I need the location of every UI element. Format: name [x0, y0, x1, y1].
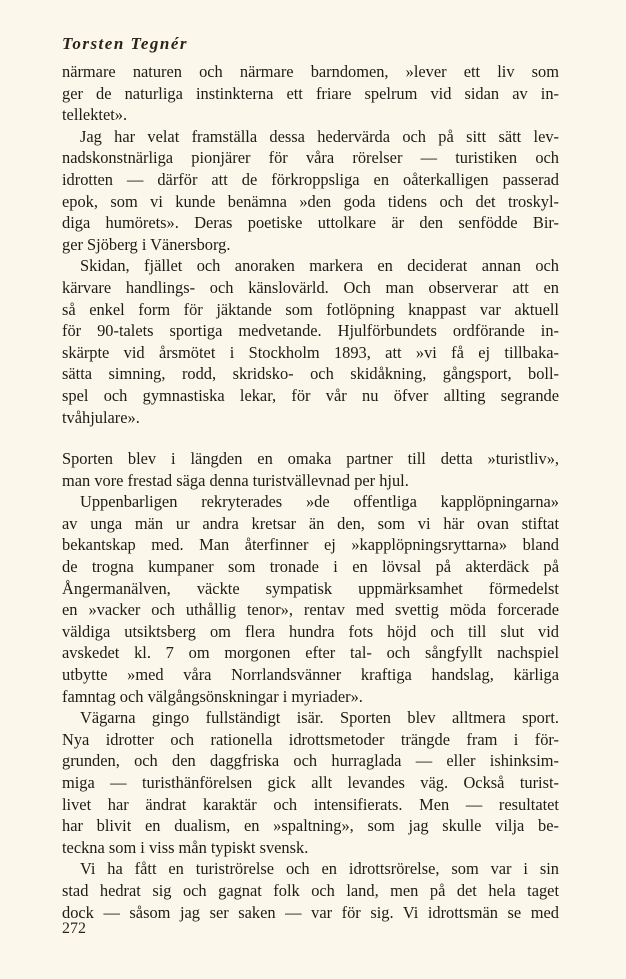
text-line: nadskonstnärliga pionjärer för våra rörelser — turistiken och [62, 148, 559, 168]
text-line: dock — såsom jag ser saken — var för sig. Vi idrottsmän se med [62, 902, 559, 922]
text-line: tellektet». [62, 105, 128, 125]
page-number: 272 [62, 920, 86, 937]
text-line: Skidan, fjället och anoraken markera en deciderat annan och [80, 256, 559, 276]
text-line: bekantskap med. Man återfinner ej »kapplöpningsryttarna» bland [62, 535, 559, 555]
text-line: Sporten blev i längden en omaka partner till detta »turistliv», [62, 449, 559, 469]
text-line: kärvare handlings- och känslovärld. Och man observerar att en [62, 277, 559, 297]
paragraph [62, 126, 559, 256]
text-line: idrotten — därför att de förkroppsliga en oåterkalligen passerad [62, 169, 559, 189]
text-line: har blivit en dualism, en »spaltning», som jag skulle vilja be- [62, 816, 559, 836]
section-break [62, 428, 559, 448]
paragraph [62, 255, 559, 428]
text-line: Vi ha fått en turiströrelse och en idrottsrörelse, som var i sin [80, 859, 559, 879]
running-head: Torsten Tegnér [62, 34, 189, 53]
paragraph [62, 61, 559, 126]
text-line: teckna som i viss mån typiskt svensk. [62, 837, 309, 857]
text-line: avskedet kl. 7 om morgonen efter tal- och sångfyllt nachspiel [62, 643, 559, 663]
text-line: Nya idrotter och rationella idrottsmetoder trängde fram i för- [62, 729, 559, 749]
text-line: man vore frestad säga denna turistvällevnad per hjul. [62, 470, 409, 490]
text-line: ger de naturliga instinkterna ett friare spelrum vid sidan av in- [62, 83, 559, 103]
text-line: så enkel form för jäktande som fotlöpning knappast var aktuell [62, 299, 559, 319]
text-line: ger Sjöberg i Vänersborg. [62, 234, 231, 254]
paragraph [62, 491, 559, 707]
text-line: närmare naturen och närmare barndomen, »lever ett liv som [62, 62, 559, 81]
text-line: av unga män ur andra kretsar än den, som vi här ovan stiftat [62, 513, 559, 533]
text-line: livet har ändrat karaktär och intensifierats. Men — resultatet [62, 794, 559, 814]
text-line: de trogna kumpaner som tronade i en lövsal på akterdäck på [62, 557, 559, 577]
text-line: Ångermanälven, väckte sympatisk uppmärksamhet förmedelst [62, 578, 559, 598]
paragraph [62, 448, 559, 491]
paragraph [62, 707, 559, 858]
text-line: tvåhjulare». [62, 407, 140, 427]
text-line: skärpte vid årsmötet i Stockholm 1893, att »vi få ej tillbaka- [62, 342, 559, 362]
text-line: väldiga utsiktsberg om flera hundra fots höjd och till slut vid [62, 621, 559, 641]
text-line: Jag har velat framställa dessa hedervärda och på sitt sätt lev- [80, 126, 559, 146]
text-line: spel och gymnastiska lekar, för vår nu öfver allting segrande [62, 385, 559, 405]
paragraph [62, 858, 559, 923]
text-line: stad hedrat sig och gagnat folk och land, men på det hela taget [62, 880, 559, 900]
text-line: Vägarna gingo fullständigt isär. Sporten blev alltmera sport. [80, 708, 559, 728]
text-line: utbytte »med våra Norrlandsvänner kraftiga handslag, kärliga [62, 665, 559, 685]
text-line: en »vacker och uthållig tenor», rentav med svettig möda forcerade [62, 600, 559, 620]
text-line: famntag och välgångsönskningar i myriader». [62, 686, 363, 706]
text-line: epok, som vi kunde benämna »den goda tidens och det troskyl- [62, 191, 559, 211]
text-line: grunden, och den daggfriska och hurraglada — eller ishinksim- [62, 751, 559, 771]
text-line: miga — turisthänförelsen gick allt levandes väg. Också turist- [62, 773, 559, 792]
text-line: Uppenbarligen rekryterades »de offentliga kapplöpningarna» [80, 492, 559, 512]
text-line: diga humörets». Deras poetiske uttolkare är den senfödde Bir- [62, 213, 559, 233]
text-line: för 90-talets sportiga medvetande. Hjulförbundets ordförande in- [62, 321, 559, 341]
body-text [62, 61, 559, 923]
text-line: sätta simning, rodd, skridsko- och skidåkning, gångsport, boll- [62, 364, 559, 384]
